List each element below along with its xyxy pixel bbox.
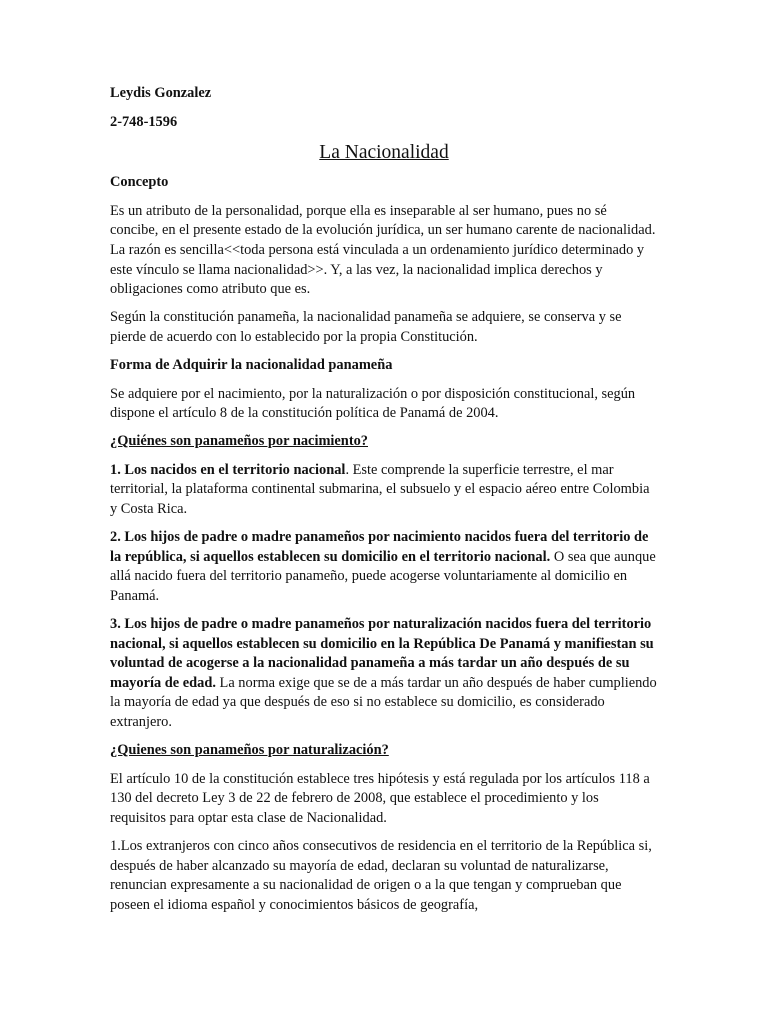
concepto-heading: Concepto [110,174,169,191]
naturalizacion-paragraph-1: El artículo 10 de la constitución establece tres hipótesis y está regulada por los artículos 118 a 130 del decreto Ley 3 de 22 de febrero de 2008, que establece el procedimiento y los requisitos para optar esta clase de Nacionalidad. [110,770,650,826]
naturalizacion-paragraph-2: 1.Los extranjeros con cinco años consecutivos de residencia en el territorio de la República si, después de haber alcanzado su mayoría de edad, declaran su voluntad de naturalizarse, renuncian expresamente a su nacionalidad de origen o a la que tengan y comprueban que poseen el idioma español y conocimientos básicos de geografía, [110,837,652,913]
concepto-paragraph-2: Según la constitución panameña, la nacionalidad panameña se adquiere, se conserva y se pierde de acuerdo con lo establecido por la propia Constitución. [110,309,622,345]
forma-paragraph: Se adquiere por el nacimiento, por la naturalización o por disposición constitucional, según dispone el artículo 8 de la constitución política de Panamá de 2004. [110,385,636,422]
author-name: Leydis Gonzalez [110,85,212,101]
item-2-bold-text: 2. Los hijos de padre o madre panameños por nacimiento nacidos fuera del territorio de la república, si aquellos establecen su domicilio en el territorio nacional. [110,529,649,565]
nacimiento-item-2 [110,528,658,606]
forma-heading: Forma de Adquirir la nacionalidad panameña [110,356,393,373]
item-1-text: . Este comprende la superficie terrestre, el mar territorial, la plataforma continental submarina, el subsuelo y el espacio aéreo entre Colombia y Costa Rica. [110,461,650,517]
item-2-text: O sea que aunque allá nacido fuera del territorio panameño, puede acogerse voluntariamente al domicilio en Panamá. [110,548,656,604]
item-1-bold-text: 1. Los nacidos en el territorio nacional [110,461,346,478]
item-3-bold-text: 3. Los hijos de padre o madre panameños por naturalización nacidos fuera del territorio nacional, si aquellos establecen su domicilio en la República De Panamá y manifiestan su voluntad de acogerse a la nacionalidad panameña a más tardar un año después de su mayoría de edad. [110,615,654,691]
nacimiento-heading: ¿Quiénes son panameños por nacimiento? [110,433,368,450]
page-title: La Nacionalidad [319,142,449,164]
naturalizacion-heading: ¿Quienes son panameños por naturalización? [110,742,389,759]
nacimiento-item-3 [110,615,658,733]
concepto-paragraph-1: Es un atributo de la personalidad, porque ella es inseparable al ser humano, pues no sé concibe, en el presente estado de la evolución jurídica, un ser humano carente de nacionalidad. La razón es sencilla<<toda persona está vinculada a un ordenamiento jurídico determinado y este vínculo se llama nacionalidad>>. Y, a las vez, la nacionalidad implica derechos y obligaciones como atributo que es. [110,202,656,298]
item-3-text: La norma exige que se de a más tardar un año después de haber cumpliendo la mayoría de edad ya que después de eso si no establece su domicilio, es considerado extranjero. [110,674,657,730]
nacimiento-item-1 [110,461,658,520]
id-number: 2-748-1596 [110,113,178,130]
document-body [110,84,658,924]
